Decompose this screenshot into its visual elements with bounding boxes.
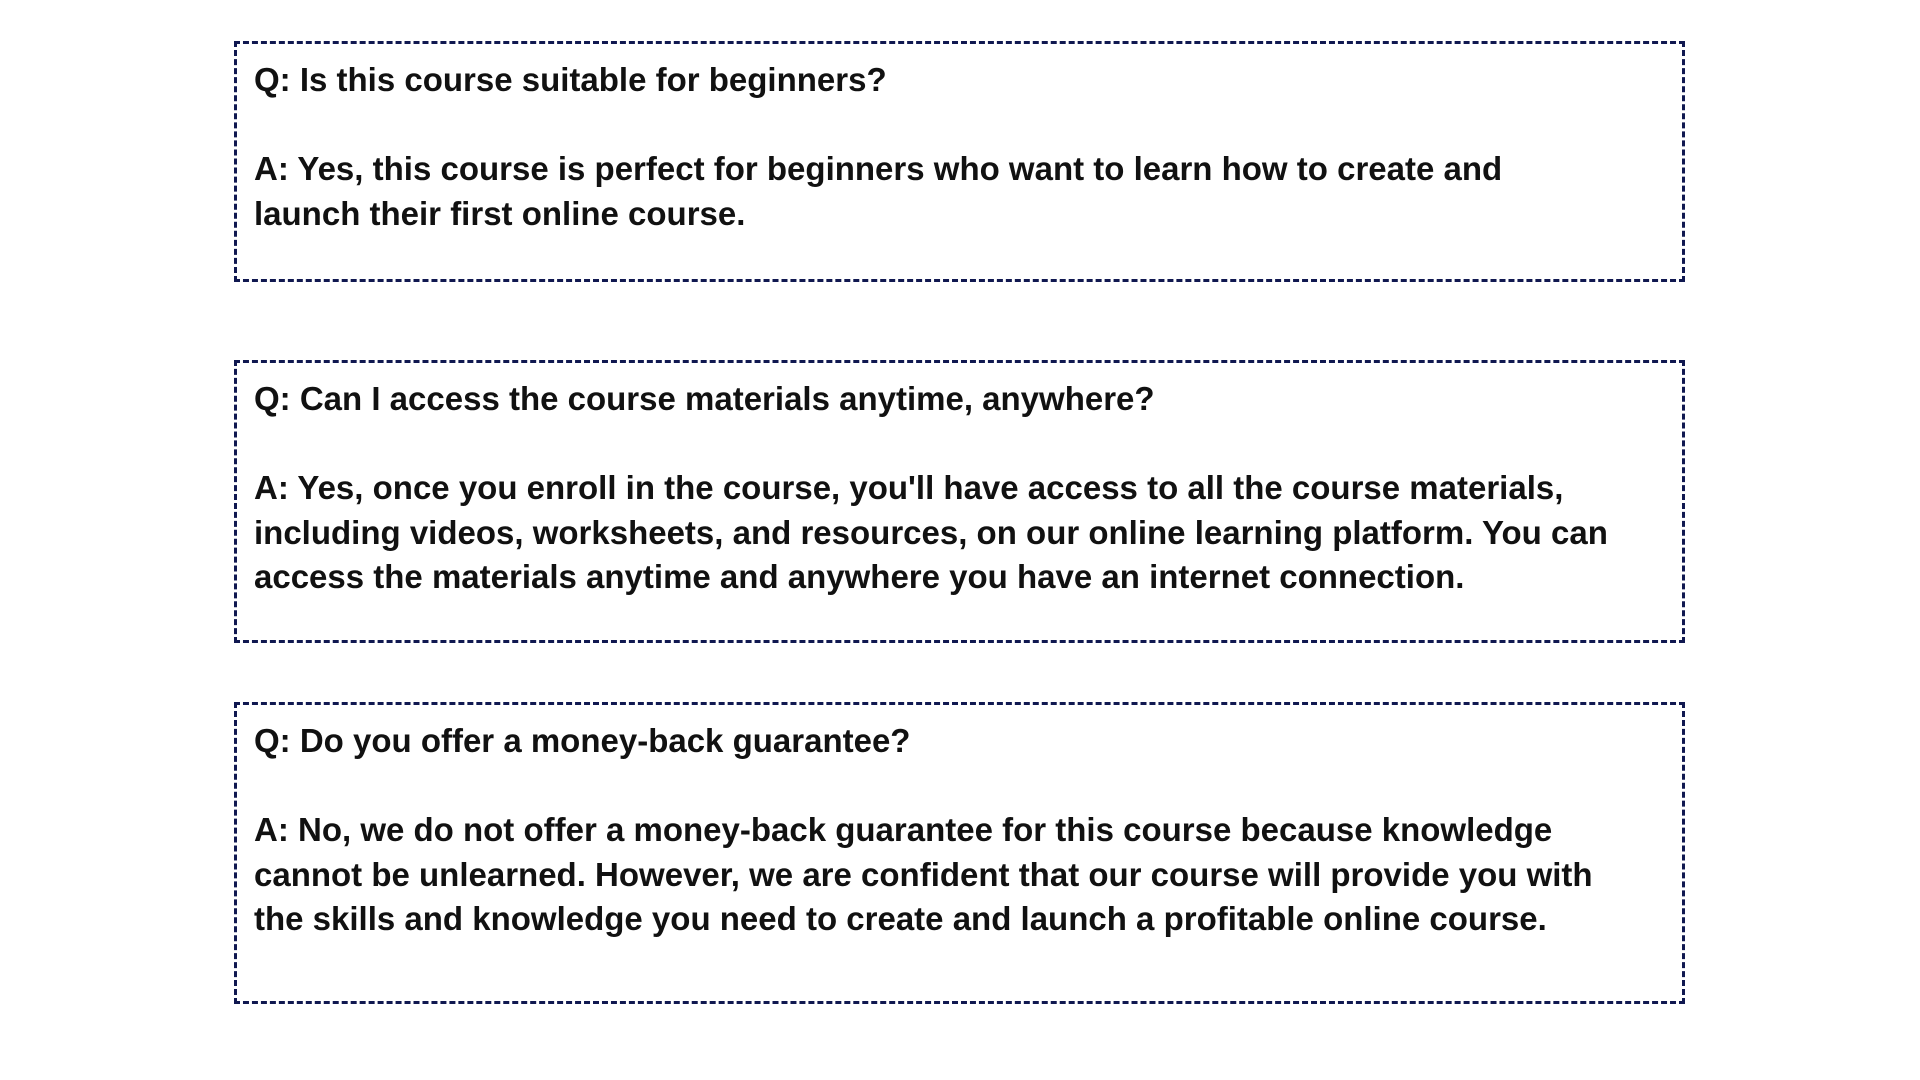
faq-answer-line: cannot be unlearned. However, we are confident that our course will provide you with bbox=[254, 855, 1593, 893]
faq-item bbox=[234, 41, 1685, 282]
faq-answer-line: A: Yes, this course is perfect for beginners who want to learn how to create and bbox=[254, 150, 1503, 187]
faq-answer bbox=[254, 808, 1682, 942]
faq-answer-line: the skills and knowledge you need to create and launch a profitable online course. bbox=[254, 900, 1547, 937]
faq-answer-line: including videos, worksheets, and resources, on our online learning platform. You can bbox=[254, 513, 1608, 551]
faq-question: Q: Is this course suitable for beginners? bbox=[254, 61, 887, 98]
faq-item bbox=[234, 360, 1685, 643]
faq-item bbox=[234, 702, 1685, 1004]
faq-answer-line: A: No, we do not offer a money-back guarantee for this course because knowledge bbox=[254, 811, 1553, 848]
faq-question: Q: Do you offer a money-back guarantee? bbox=[254, 722, 911, 759]
faq-answer-line: A: Yes, once you enroll in the course, you'll have access to all the course materials, bbox=[254, 469, 1564, 506]
faq-answer-line: access the materials anytime and anywhere you have an internet connection. bbox=[254, 558, 1465, 595]
faq-question: Q: Can I access the course materials anytime, anywhere? bbox=[254, 380, 1155, 417]
faq-answer bbox=[254, 147, 1682, 236]
faq-answer-line: launch their first online course. bbox=[254, 194, 746, 232]
faq-answer bbox=[254, 466, 1682, 600]
